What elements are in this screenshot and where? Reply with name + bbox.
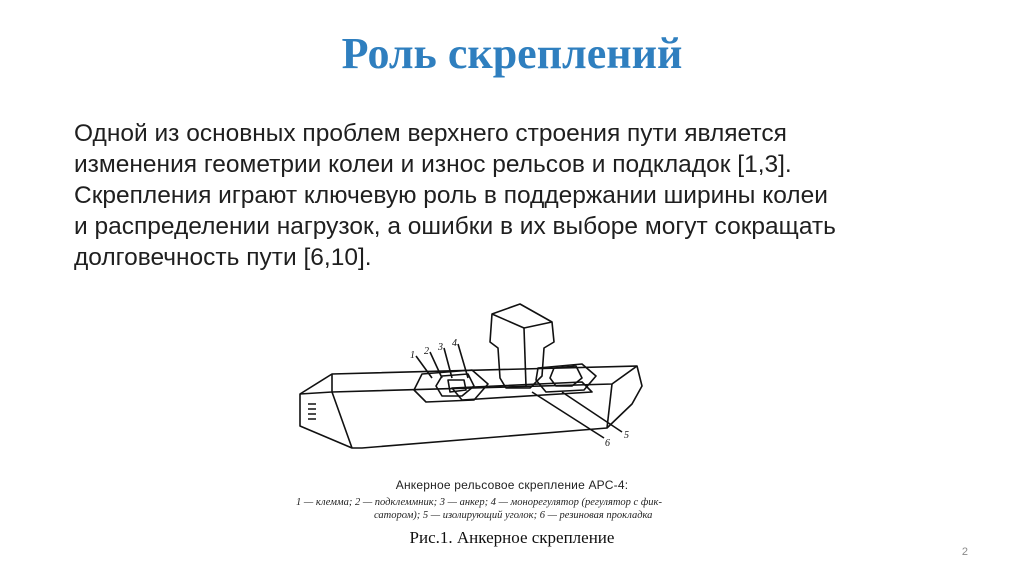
- figure-legend: [296, 496, 736, 522]
- callout-1: 1: [410, 350, 415, 361]
- paragraph-line: Скрепления играют ключевую роль в поддержании ширины колеи: [74, 182, 828, 209]
- paragraph-line: Одной из основных проблем верхнего строения пути является: [74, 120, 787, 147]
- paragraph-line: изменения геометрии колеи и износ рельсов и подкладок [1,3].: [74, 151, 792, 178]
- figure-legend-line: сатором); 5 — изолирующий уголок; 6 — резиновая прокладка: [374, 510, 653, 521]
- sleeper-slots: [308, 404, 316, 419]
- slide-title: Роль скреплений: [341, 29, 683, 78]
- rail-web-edge: [524, 328, 526, 386]
- page-number: 2: [961, 546, 968, 558]
- callout-5: 5: [624, 430, 629, 441]
- leader-2: [430, 352, 442, 378]
- callout-4: 4: [452, 338, 457, 349]
- body-paragraph: [74, 118, 954, 273]
- paragraph-line: долговечность пути [6,10].: [74, 244, 372, 271]
- leader-3: [444, 348, 452, 378]
- sleeper-edge: [332, 374, 352, 448]
- leader-4: [458, 344, 468, 378]
- callout-3: 3: [438, 342, 443, 353]
- figure-label: Рис.1. Анкерное скрепление: [409, 528, 615, 547]
- rail-fastening-svg: [292, 296, 712, 476]
- paragraph-line: и распределении нагрузок, а ошибки в их выборе могут сокращать: [74, 213, 836, 240]
- callout-2: 2: [424, 346, 429, 357]
- sleeper-edge: [607, 384, 612, 428]
- callout-6: 6: [605, 438, 610, 449]
- figure-legend-line: 1 — клемма; 2 — подклеммник; 3 — анкер; 4 — монорегулятор (регулятор с фик-: [296, 497, 662, 508]
- figure-caption-title: Анкерное рельсовое скрепление АРС-4:: [395, 478, 629, 492]
- leader-5: [562, 392, 622, 432]
- left-regulator: [448, 380, 466, 392]
- rail-fastening-drawing: [292, 296, 712, 476]
- leader-1: [416, 356, 432, 378]
- sleeper-edge: [300, 392, 332, 394]
